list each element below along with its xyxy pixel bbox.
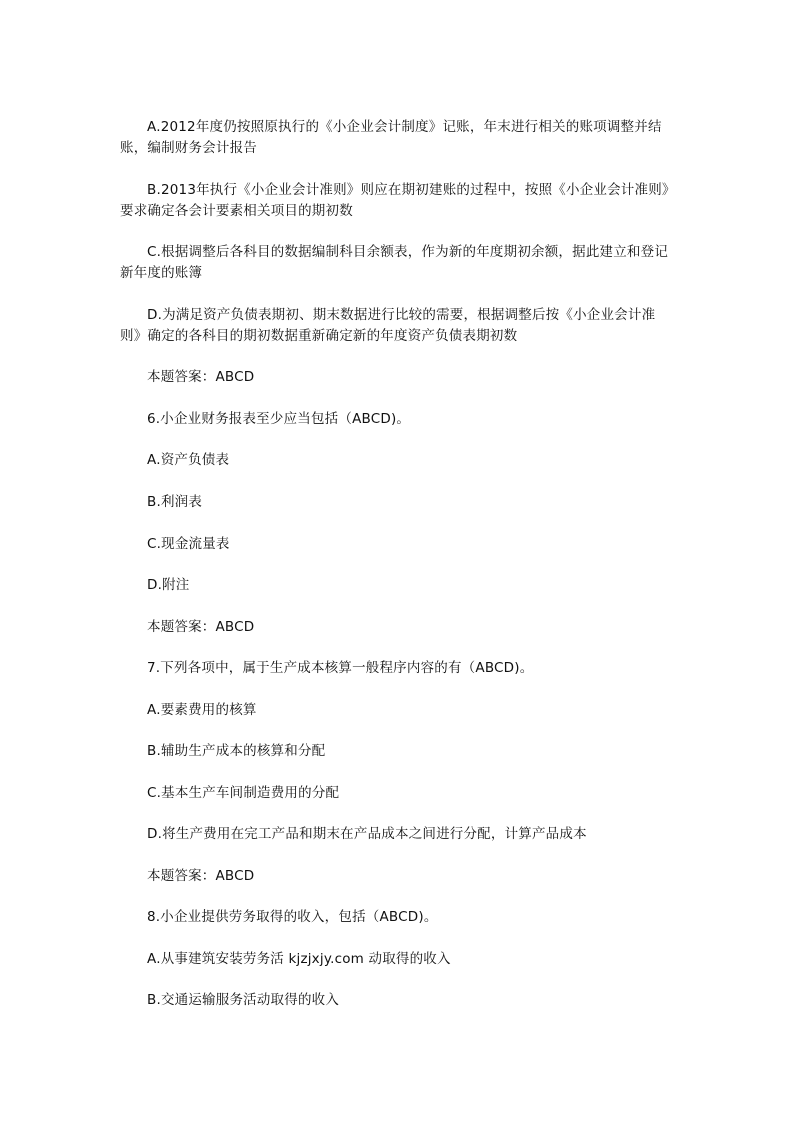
q7-option-a: A.要素费用的核算: [147, 702, 257, 718]
option-d-balance-sheet: D.为满足资产负债表期初、期末数据进行比较的需要，根据调整后按《小企业会计准则》确定的各科目的期初数据重新确定新的年度资产负债表期初数: [120, 307, 656, 344]
question-7: 7.下列各项中，属于生产成本核算一般程序内容的有（ABCD)。: [147, 660, 534, 676]
answer-q7: 本题答案：ABCD: [147, 868, 255, 884]
question-6: 6.小企业财务报表至少应当包括（ABCD)。: [147, 411, 411, 427]
q8-option-b: B.交通运输服务活动取得的收入: [147, 992, 340, 1008]
q7-option-b: B.辅助生产成本的核算和分配: [147, 743, 326, 759]
q6-option-c: C.现金流量表: [147, 536, 230, 552]
q6-option-a: A.资产负债表: [147, 452, 230, 468]
option-a-2012: A.2012年度仍按照原执行的《小企业会计制度》记账，年末进行相关的账项调整并结账，编制财务会计报告: [120, 119, 662, 156]
q6-option-d: D.附注: [147, 577, 190, 593]
q7-option-c: C.基本生产车间制造费用的分配: [147, 785, 340, 801]
option-b-2013: B.2013年执行《小企业会计准则》则应在期初建账的过程中，按照《小企业会计准则》要求确定各会计要素相关项目的期初数: [120, 182, 669, 219]
answer-q5: 本题答案：ABCD: [147, 369, 255, 385]
q6-option-b: B.利润表: [147, 494, 203, 510]
question-8: 8.小企业提供劳务取得的收入，包括（ABCD)。: [147, 909, 438, 925]
q8-option-a: A.从事建筑安装劳务活 kjzjxjy.com 动取得的收入: [147, 951, 451, 967]
q7-option-d: D.将生产费用在完工产品和期末在产品成本之间进行分配，计算产品成本: [147, 826, 587, 842]
option-c-balance: C.根据调整后各科目的数据编制科目余额表，作为新的年度期初余额，据此建立和登记新年度的账簿: [120, 244, 669, 281]
answer-q6: 本题答案：ABCD: [147, 619, 255, 635]
